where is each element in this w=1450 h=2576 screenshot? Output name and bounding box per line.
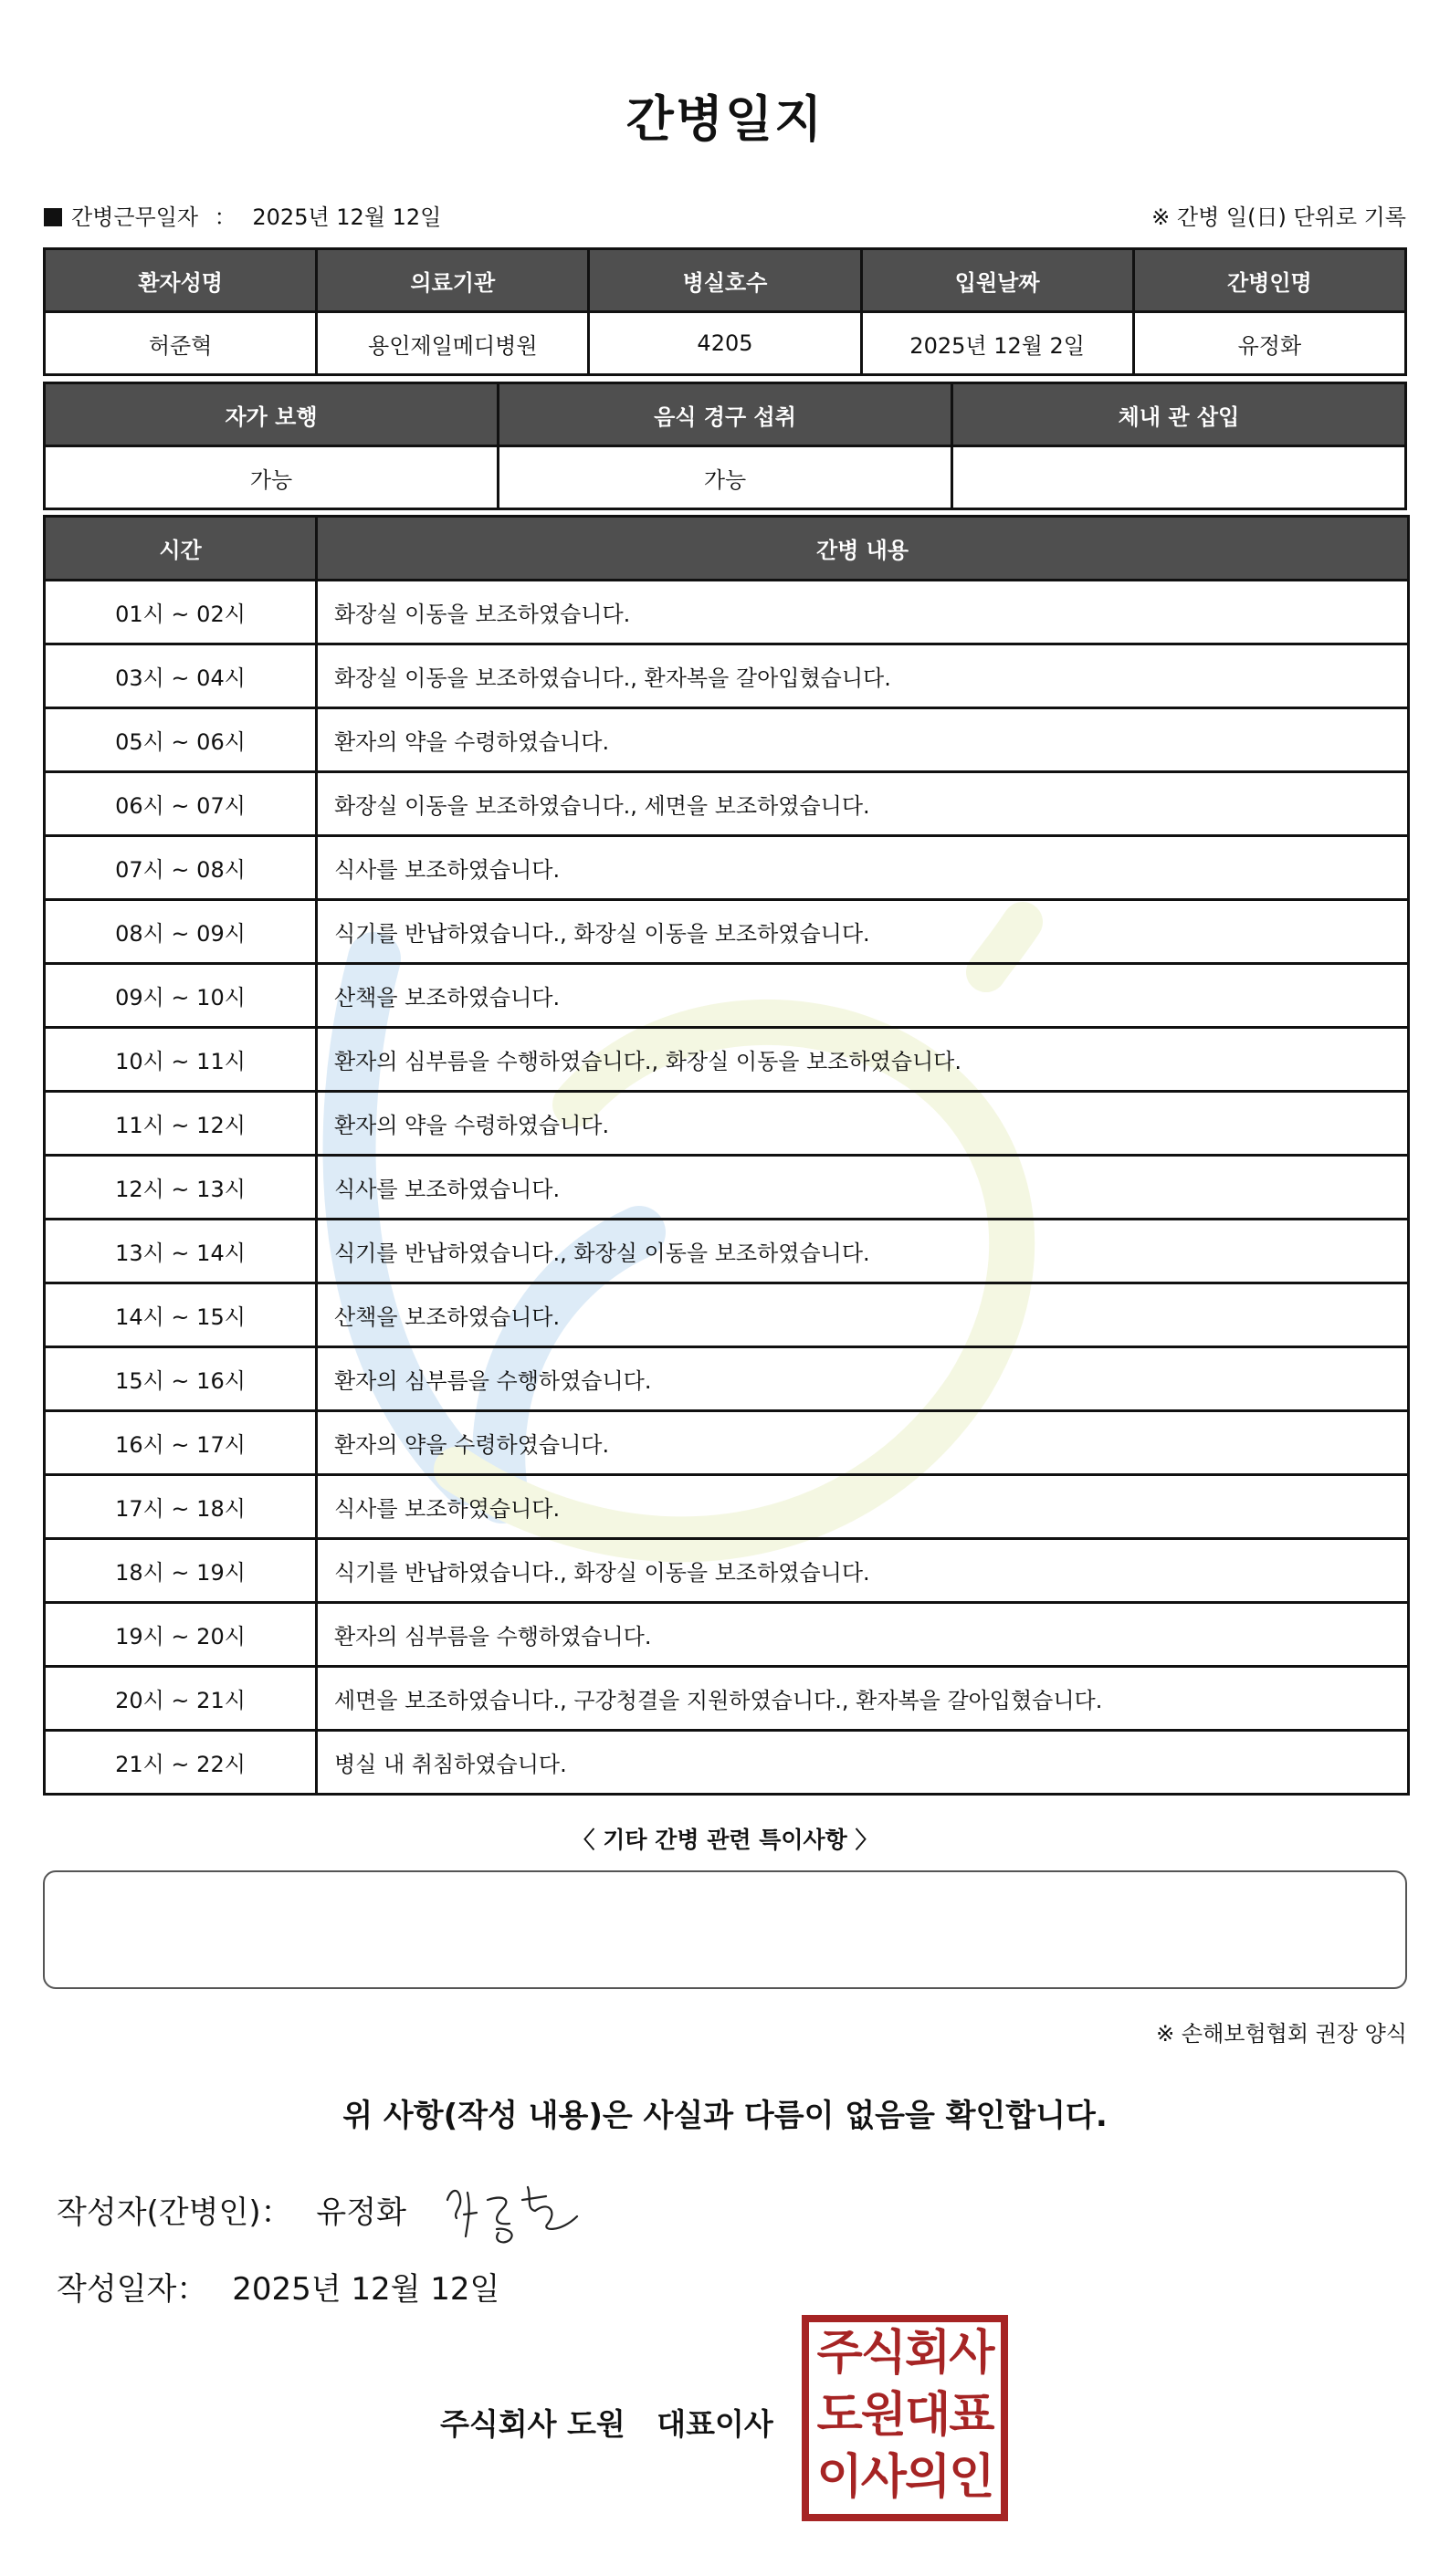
log-time: 15시 ~ 16시 — [45, 1347, 317, 1411]
log-time: 12시 ~ 13시 — [45, 1156, 317, 1220]
log-content: 환자의 심부름을 수행하였습니다. — [317, 1347, 1409, 1411]
care-log-row — [45, 708, 1409, 772]
log-content: 식사를 보조하였습니다. — [317, 1475, 1409, 1539]
write-date-value: 2025년 12월 12일 — [232, 2271, 500, 2308]
care-log-row — [45, 900, 1409, 964]
log-time: 13시 ~ 14시 — [45, 1220, 317, 1283]
log-time: 20시 ~ 21시 — [45, 1667, 317, 1731]
self-walking-value: 가능 — [45, 446, 499, 509]
log-time: 19시 ~ 20시 — [45, 1603, 317, 1667]
care-log-row — [45, 772, 1409, 836]
care-log-row — [45, 964, 1409, 1028]
log-time: 09시 ~ 10시 — [45, 964, 317, 1028]
log-content: 식기를 반납하였습니다., 화장실 이동을 보조하였습니다. — [317, 900, 1409, 964]
source-note: ※ 손해보험협회 권장 양식 — [1156, 2021, 1407, 2047]
patient-info-table — [43, 247, 1407, 376]
care-log-header-row — [45, 517, 1409, 581]
log-time: 06시 ~ 07시 — [45, 772, 317, 836]
care-log-row — [45, 1603, 1409, 1667]
care-log-row — [45, 1347, 1409, 1411]
log-time: 18시 ~ 19시 — [45, 1539, 317, 1603]
header-care-content: 간병 내용 — [317, 517, 1409, 581]
patient-info-value-row — [45, 312, 1406, 375]
care-log-row — [45, 1283, 1409, 1347]
log-time: 14시 ~ 15시 — [45, 1283, 317, 1347]
log-content: 세면을 보조하였습니다., 구강청결을 지원하였습니다., 환자복을 갈아입혔습니다. — [317, 1667, 1409, 1731]
care-log-table — [43, 515, 1410, 1796]
unit-note: ※ 간병 일(日) 단위로 기록 — [1151, 204, 1406, 230]
care-log-row — [45, 1411, 1409, 1475]
log-time: 16시 ~ 17시 — [45, 1411, 317, 1475]
header-time: 시간 — [45, 517, 317, 581]
care-log-row — [45, 1092, 1409, 1156]
writer-name: 유정화 — [316, 2194, 406, 2231]
log-time: 07시 ~ 08시 — [45, 836, 317, 900]
header-admission-date: 입원날짜 — [861, 249, 1133, 312]
seal-line-1: 주식회사 — [816, 2326, 993, 2381]
care-log-row — [45, 1475, 1409, 1539]
work-date-label: 간병근무일자 — [71, 204, 199, 230]
log-time: 17시 ~ 18시 — [45, 1475, 317, 1539]
care-log-row — [45, 1667, 1409, 1731]
log-content: 산책을 보조하였습니다. — [317, 964, 1409, 1028]
confirmation-statement: 위 사항(작성 내용)은 사실과 다름이 없음을 확인합니다. — [342, 2098, 1108, 2134]
work-date-separator: ： — [214, 204, 236, 230]
patient-name: 허준혁 — [45, 312, 317, 375]
room-number: 4205 — [589, 312, 861, 375]
log-content: 산책을 보조하였습니다. — [317, 1283, 1409, 1347]
log-time: 21시 ~ 22시 — [45, 1731, 317, 1795]
log-content: 화장실 이동을 보조하였습니다., 환자복을 갈아입혔습니다. — [317, 644, 1409, 708]
header-room-number: 병실호수 — [589, 249, 861, 312]
log-content: 화장실 이동을 보조하였습니다. — [317, 581, 1409, 644]
remarks-text — [45, 1872, 1405, 1901]
admission-date: 2025년 12월 2일 — [861, 312, 1133, 375]
log-time: 10시 ~ 11시 — [45, 1028, 317, 1092]
caregiver-name: 유정화 — [1133, 312, 1405, 375]
patient-info-header-row — [45, 249, 1406, 312]
log-content: 식사를 보조하였습니다. — [317, 836, 1409, 900]
care-log-row — [45, 1156, 1409, 1220]
log-content: 환자의 심부름을 수행하였습니다. — [317, 1603, 1409, 1667]
tube-insertion-value — [952, 446, 1406, 509]
hospital-name: 용인제일메디병원 — [317, 312, 589, 375]
header-caregiver-name: 간병인명 — [1133, 249, 1405, 312]
write-date-label: 작성일자： — [57, 2271, 208, 2308]
log-time: 08시 ~ 09시 — [45, 900, 317, 964]
log-content: 식사를 보조하였습니다. — [317, 1156, 1409, 1220]
log-content: 식기를 반납하였습니다., 화장실 이동을 보조하였습니다. — [317, 1539, 1409, 1603]
care-log-row — [45, 1028, 1409, 1092]
page-title: 간병일지 — [625, 90, 825, 148]
log-content: 식기를 반납하였습니다., 화장실 이동을 보조하였습니다. — [317, 1220, 1409, 1283]
log-time: 05시 ~ 06시 — [45, 708, 317, 772]
writer-line — [57, 2187, 406, 2232]
header-patient-name: 환자성명 — [45, 249, 317, 312]
log-content: 환자의 약을 수령하였습니다. — [317, 1411, 1409, 1475]
header-oral-intake: 음식 경구 섭취 — [499, 383, 952, 446]
remarks-box — [43, 1870, 1407, 1989]
writer-label: 작성자(간병인)： — [57, 2194, 292, 2231]
log-time: 01시 ~ 02시 — [45, 581, 317, 644]
log-content: 병실 내 취침하였습니다. — [317, 1731, 1409, 1795]
care-log-row — [45, 644, 1409, 708]
care-log-row — [45, 1220, 1409, 1283]
header-hospital: 의료기관 — [317, 249, 589, 312]
seal-line-3: 이사의인 — [816, 2450, 993, 2505]
log-time: 11시 ~ 12시 — [45, 1092, 317, 1156]
log-content: 환자의 심부름을 수행하였습니다., 화장실 이동을 보조하였습니다. — [317, 1028, 1409, 1092]
oral-intake-value: 가능 — [499, 446, 952, 509]
care-log-row — [45, 836, 1409, 900]
care-log-body — [45, 581, 1409, 1795]
log-content: 환자의 약을 수령하였습니다. — [317, 1092, 1409, 1156]
work-date-line — [44, 199, 441, 231]
square-bullet-icon — [44, 208, 62, 226]
write-date-line — [57, 2264, 499, 2309]
patient-status-table — [43, 382, 1407, 510]
log-content: 화장실 이동을 보조하였습니다., 세면을 보조하였습니다. — [317, 772, 1409, 836]
work-date-value: 2025년 12월 12일 — [252, 204, 442, 230]
company-representative: 주식회사 도원 대표이사 — [440, 2406, 773, 2442]
status-header-row — [45, 383, 1406, 446]
header-tube-insertion: 체내 관 삽입 — [952, 383, 1406, 446]
seal-line-2: 도원대표 — [816, 2388, 993, 2443]
header-self-walking: 자가 보행 — [45, 383, 499, 446]
status-value-row — [45, 446, 1406, 509]
log-content: 환자의 약을 수령하였습니다. — [317, 708, 1409, 772]
log-time: 03시 ~ 04시 — [45, 644, 317, 708]
care-log-row — [45, 1731, 1409, 1795]
company-seal-stamp — [802, 2315, 1008, 2521]
handwritten-signature — [440, 2173, 591, 2246]
care-log-row — [45, 1539, 1409, 1603]
care-log-row — [45, 581, 1409, 644]
remarks-title: 〈 기타 간병 관련 특이사항 〉 — [572, 1827, 878, 1853]
